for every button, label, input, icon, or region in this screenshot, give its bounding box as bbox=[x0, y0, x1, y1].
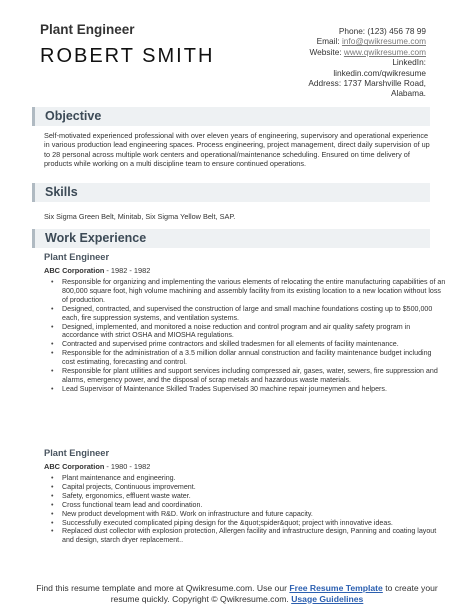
free-resume-template-link[interactable]: Free Resume Template bbox=[289, 583, 383, 593]
email-link[interactable]: info@qwikresume.com bbox=[341, 36, 426, 47]
list-item: • Replaced dust collector with explosion protection, Allergen facility and infrastructure design, Panning and coating layout and design, starch dryer replacement.. bbox=[62, 527, 446, 545]
experience-heading-bar bbox=[32, 229, 430, 248]
objective-heading-bar bbox=[32, 107, 430, 126]
list-item: • Responsible for organizing and implementing the various elements of relocating the entire manufacturing capabilities of an 800,000 square foot, high volume machining and assembly facility from its existing location to a new location without loss of production. bbox=[62, 278, 446, 305]
list-item: • Safety, ergonomics, effluent waste water. bbox=[62, 492, 446, 501]
list-item: • Successfully executed complicated piping design for the &quot;spider&quot; project with innovative ideas. bbox=[62, 519, 446, 528]
website-link[interactable]: www.qwikresume.com bbox=[343, 46, 426, 57]
job-title-2: Plant Engineer bbox=[44, 448, 110, 458]
list-item: • Cross functional team lead and coordination. bbox=[62, 501, 446, 510]
skills-heading-bar bbox=[32, 183, 430, 202]
skills-text: Six Sigma Green Belt, Minitab, Six Sigma Yellow Belt, SAP. bbox=[44, 212, 236, 221]
list-item: • Plant maintenance and engineering. bbox=[62, 474, 446, 483]
contact-email bbox=[256, 36, 426, 46]
contact-address-line2: Alabama. bbox=[390, 88, 426, 99]
experience-heading: Work Experience bbox=[45, 231, 147, 245]
list-item: • Responsible for plant utilities and support services including compressed air, gases, water, sewers, fire suppression and alarms, emergency power, and the disposal of scrap metals and hazardous waste materials. bbox=[62, 367, 446, 385]
job-title: Plant Engineer bbox=[40, 22, 135, 37]
objective-heading: Objective bbox=[45, 109, 102, 123]
company-name-1: ABC Corporation bbox=[44, 266, 105, 275]
list-item: • Contracted and supervised prime contractors and skilled tradesmen for all elements of facility maintenance. bbox=[62, 340, 446, 349]
job-bullets-1 bbox=[44, 278, 446, 394]
job-bullets-2 bbox=[44, 474, 446, 545]
contact-phone: Phone: (123) 456 78 99 bbox=[338, 26, 426, 36]
list-item: • Designed, implemented, and monitored a noise reduction and control program and air quality safety program in accordance with strict OSHA and MIOSHA regulations. bbox=[62, 323, 446, 341]
job-dates-2: - 1980 - 1982 bbox=[104, 462, 151, 471]
company-line-1 bbox=[44, 266, 150, 275]
list-item: • Lead Supervisor of Maintenance Skilled Trades Supervised 30 machine repair journeymen and helpers. bbox=[62, 385, 446, 394]
company-line-2 bbox=[44, 462, 150, 471]
footer-prefix: Find this resume template and more at Qwikresume.com. Use our bbox=[36, 583, 290, 593]
footer bbox=[22, 583, 452, 604]
job-title-1: Plant Engineer bbox=[44, 252, 110, 262]
contact-website bbox=[256, 47, 426, 57]
list-item: • New product development with R&D. Work on infrastructure and future capacity. bbox=[62, 510, 446, 519]
contact-linkedin-label: LinkedIn: bbox=[392, 57, 426, 68]
resume-header bbox=[0, 0, 474, 100]
company-name-2: ABC Corporation bbox=[44, 462, 105, 471]
list-item: • Capital projects, Continuous improvement. bbox=[62, 483, 446, 492]
candidate-name: ROBERT SMITH bbox=[40, 45, 215, 67]
footer-middle: to create your resume quickly. Copyright © Qwikresume.com. bbox=[110, 583, 438, 604]
objective-text: Self-motivated experienced professional with over eleven years of engineering, supervisory and operational experience in various production lead engineering spaces. Process engineering, project management, direct daily supervision of up to 28 personal across multiple work centers and operational/maintenance scheduling. Ensured on time delivery of products while working on a multi discipline team to ensure continued operations. bbox=[44, 131, 430, 168]
contact-linkedin: linkedin.com/qwikresume bbox=[333, 67, 426, 78]
skills-heading: Skills bbox=[45, 185, 78, 199]
job-dates-1: - 1982 - 1982 bbox=[104, 266, 151, 275]
contact-website-label: Website: bbox=[309, 46, 344, 57]
contact-address-line1: Address: 1737 Marshville Road, bbox=[308, 78, 426, 89]
list-item: • Designed, contracted, and supervised the construction of large and small machine foundations costing up to $500,000 each, fire suppression systems, and ventilation systems. bbox=[62, 305, 446, 323]
list-item: • Responsible for the administration of a 3.5 million dollar annual construction and facility maintenance budget including cost estimating, forecasting and control. bbox=[62, 349, 446, 367]
usage-guidelines-link[interactable]: Usage Guidelines bbox=[291, 593, 364, 604]
contact-email-label: Email: bbox=[316, 36, 342, 47]
contact-block bbox=[256, 26, 426, 99]
